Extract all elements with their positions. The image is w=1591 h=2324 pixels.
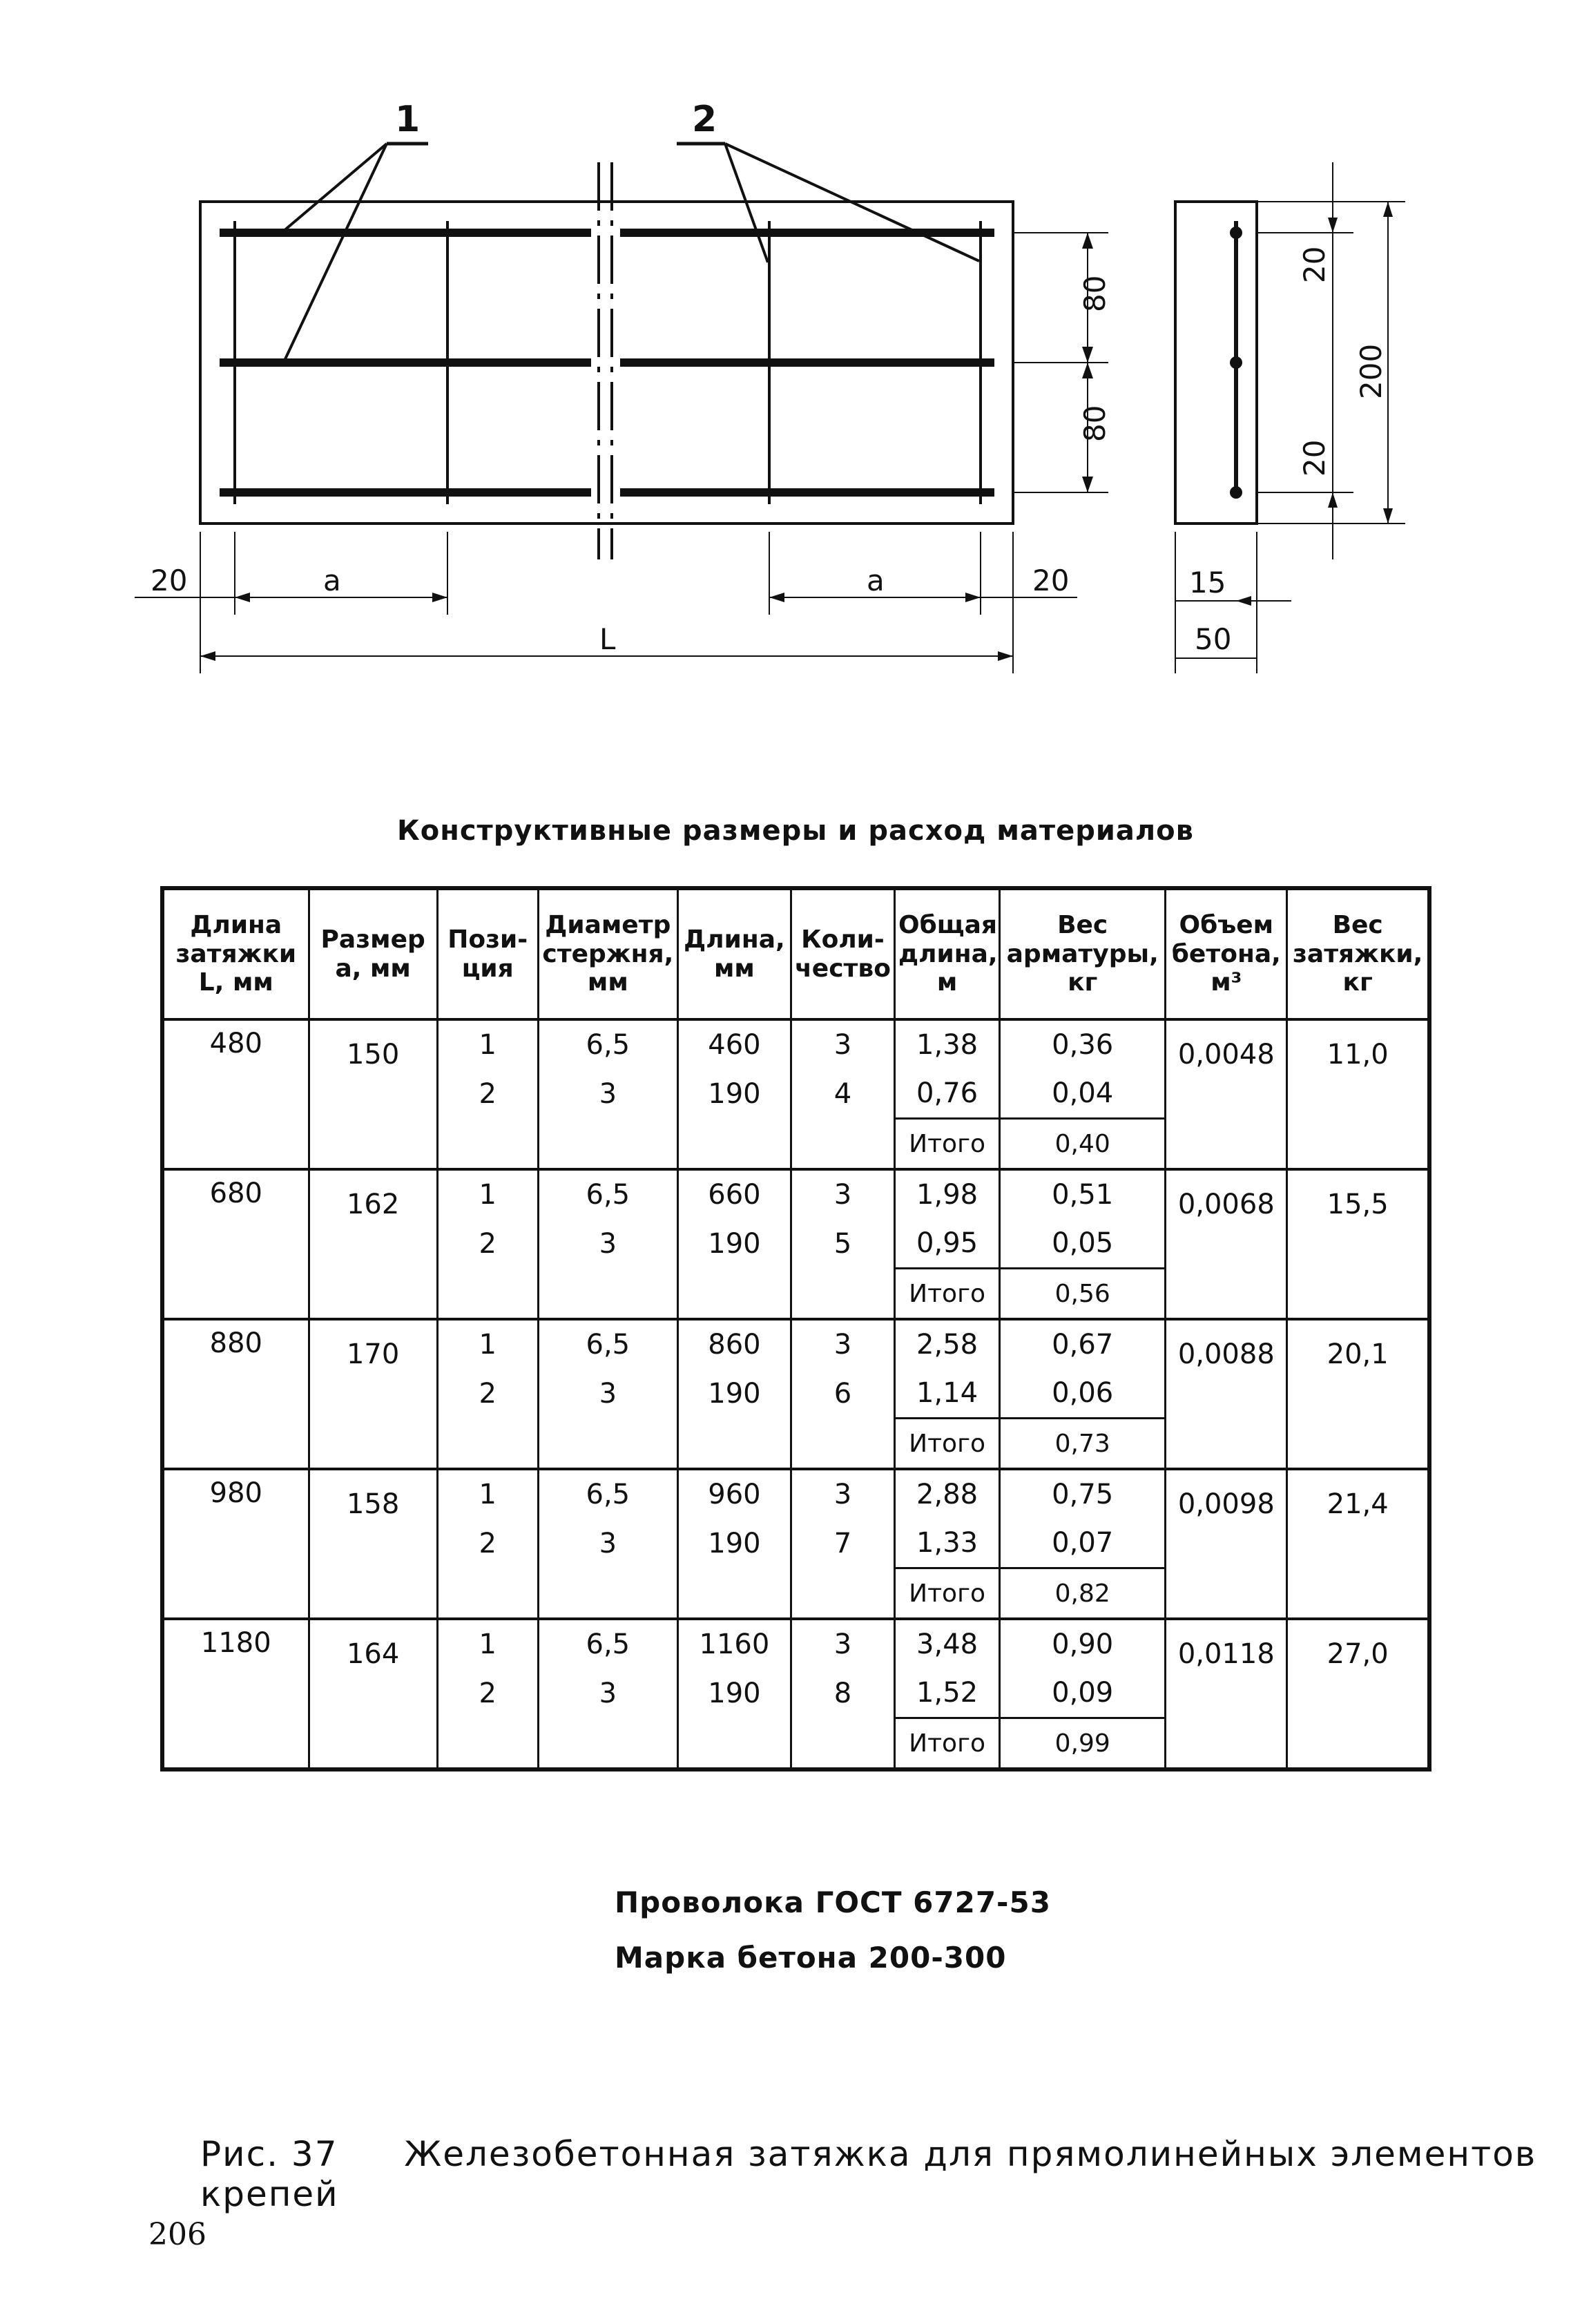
cell-dia: 6,5	[538, 1469, 677, 1519]
cell-qty: 3	[791, 1469, 894, 1519]
cell-total-rebar: 0,82	[1000, 1568, 1166, 1620]
cell-weight: 0,90	[1000, 1619, 1166, 1669]
cell-total-len: 1,38	[895, 1019, 1000, 1069]
spec-table	[160, 886, 1431, 1771]
cell-weight-total: 11,0	[1287, 1019, 1429, 1169]
itogo-label: Итого	[895, 1269, 1000, 1320]
col-header: Длина, мм	[677, 888, 791, 1019]
cell-pos: 2	[437, 1219, 538, 1269]
cell-qty: 8	[791, 1669, 894, 1718]
col-header: Пози-ция	[437, 888, 538, 1019]
cell-total-rebar: 0,73	[1000, 1419, 1166, 1470]
col-header: Диаметр стержня, мм	[538, 888, 677, 1019]
cell-weight: 0,05	[1000, 1219, 1166, 1269]
cell-total-len: 1,33	[895, 1519, 1000, 1568]
cell-length: 1180	[162, 1619, 309, 1769]
page-number: 206	[148, 2217, 206, 2252]
cell-pos: 1	[437, 1169, 538, 1219]
cell-weight-total: 20,1	[1287, 1319, 1429, 1469]
cell-len: 660	[677, 1169, 791, 1219]
cell-pos: 1	[437, 1319, 538, 1369]
cell-total-rebar: 0,99	[1000, 1718, 1166, 1770]
table-row	[162, 1169, 1429, 1219]
cell-volume: 0,0088	[1166, 1319, 1287, 1469]
dim-end-right: 20	[1032, 564, 1070, 597]
cell-total-len: 0,76	[895, 1069, 1000, 1119]
cell-qty: 3	[791, 1169, 894, 1219]
cell-total-len: 1,52	[895, 1669, 1000, 1718]
cell-len: 190	[677, 1669, 791, 1718]
itogo-label: Итого	[895, 1419, 1000, 1470]
cell-weight: 0,67	[1000, 1319, 1166, 1369]
cell-qty: 7	[791, 1519, 894, 1568]
cell-total-rebar: 0,56	[1000, 1269, 1166, 1320]
dim-a-left: a	[323, 564, 341, 597]
cell-pos: 1	[437, 1619, 538, 1669]
cell-dia: 3	[538, 1669, 677, 1718]
cell-qty: 3	[791, 1019, 894, 1069]
cell-volume: 0,0068	[1166, 1169, 1287, 1319]
cell-dia: 3	[538, 1069, 677, 1119]
caption-label: Рис. 37	[200, 2134, 338, 2174]
cell-pos: 2	[437, 1519, 538, 1568]
cell-dia: 6,5	[538, 1019, 677, 1069]
cell-weight-total: 15,5	[1287, 1169, 1429, 1319]
cell-len: 190	[677, 1069, 791, 1119]
dim-width: 50	[1195, 622, 1232, 656]
cell-length: 480	[162, 1019, 309, 1169]
cell-weight-total: 21,4	[1287, 1469, 1429, 1619]
cell-weight: 0,06	[1000, 1369, 1166, 1419]
itogo-label: Итого	[895, 1568, 1000, 1620]
dim-end-left: 20	[151, 564, 188, 597]
table-title: Конструктивные размеры и расход материалов	[397, 815, 1194, 847]
cell-len: 190	[677, 1219, 791, 1269]
cell-len: 460	[677, 1019, 791, 1069]
cell-weight: 0,04	[1000, 1069, 1166, 1119]
cell-total-len: 1,14	[895, 1369, 1000, 1419]
section-outline	[1175, 202, 1257, 524]
cell-pos: 1	[437, 1019, 538, 1069]
dim-span-top: 80	[1078, 275, 1112, 312]
cell-volume: 0,0048	[1166, 1019, 1287, 1169]
cell-size-a: 158	[309, 1469, 437, 1619]
cell-weight: 0,09	[1000, 1669, 1166, 1718]
col-header: Размер a, мм	[309, 888, 437, 1019]
table-row	[162, 1619, 1429, 1669]
caption-text: Железобетонная затяжка для прямолинейных элементов крепей	[200, 2134, 1537, 2214]
table-header-row	[162, 888, 1429, 1019]
cell-dia: 6,5	[538, 1619, 677, 1669]
cell-volume: 0,0098	[1166, 1469, 1287, 1619]
col-header: Вес затяжки, кг	[1287, 888, 1429, 1019]
cell-total-len: 0,95	[895, 1219, 1000, 1269]
col-header: Общая длина, м	[895, 888, 1000, 1019]
cell-weight: 0,51	[1000, 1169, 1166, 1219]
tie-drawing	[0, 0, 1591, 691]
cell-length: 680	[162, 1169, 309, 1319]
cell-size-a: 162	[309, 1169, 437, 1319]
cell-len: 1160	[677, 1619, 791, 1669]
dim-section-bottom: 20	[1298, 439, 1331, 477]
dim-length: L	[599, 622, 616, 656]
cell-dia: 3	[538, 1519, 677, 1568]
cell-len: 190	[677, 1369, 791, 1419]
figure-caption	[200, 2134, 1591, 2214]
note-wire: Проволока ГОСТ 6727-53	[615, 1885, 1051, 1919]
cell-dia: 3	[538, 1369, 677, 1419]
cell-dia: 3	[538, 1219, 677, 1269]
cell-qty: 4	[791, 1069, 894, 1119]
cell-total-len: 2,58	[895, 1319, 1000, 1369]
itogo-label: Итого	[895, 1119, 1000, 1170]
table-row	[162, 1469, 1429, 1519]
note-concrete: Марка бетона 200-300	[615, 1941, 1007, 1975]
dim-a-right: a	[867, 564, 885, 597]
cell-len: 860	[677, 1319, 791, 1369]
col-header: Объем бетона, м³	[1166, 888, 1287, 1019]
table-row	[162, 1019, 1429, 1069]
cell-dia: 6,5	[538, 1319, 677, 1369]
cell-pos: 2	[437, 1369, 538, 1419]
cell-qty: 5	[791, 1219, 894, 1269]
cell-len: 960	[677, 1469, 791, 1519]
itogo-label: Итого	[895, 1718, 1000, 1770]
col-header: Коли-чество	[791, 888, 894, 1019]
cell-pos: 1	[437, 1469, 538, 1519]
cell-len: 190	[677, 1519, 791, 1568]
cell-pos: 2	[437, 1669, 538, 1718]
cell-size-a: 150	[309, 1019, 437, 1169]
cell-total-rebar: 0,40	[1000, 1119, 1166, 1170]
dim-section-height: 200	[1354, 343, 1388, 399]
cell-qty: 3	[791, 1619, 894, 1669]
cell-total-len: 2,88	[895, 1469, 1000, 1519]
longitudinal-bars	[220, 233, 994, 492]
cell-weight: 0,07	[1000, 1519, 1166, 1568]
dim-section-top: 20	[1298, 246, 1331, 283]
cell-weight: 0,36	[1000, 1019, 1166, 1069]
dim-cover: 15	[1189, 566, 1226, 599]
callout-1: 1	[395, 99, 421, 140]
cell-qty: 3	[791, 1319, 894, 1369]
col-header: Длина затяжки L, мм	[162, 888, 309, 1019]
cell-total-len: 3,48	[895, 1619, 1000, 1669]
cell-length: 980	[162, 1469, 309, 1619]
dim-span-bottom: 80	[1078, 405, 1112, 442]
cell-weight: 0,75	[1000, 1469, 1166, 1519]
cell-dia: 6,5	[538, 1169, 677, 1219]
cell-size-a: 170	[309, 1319, 437, 1469]
table-row	[162, 1319, 1429, 1369]
cell-size-a: 164	[309, 1619, 437, 1769]
cell-pos: 2	[437, 1069, 538, 1119]
cell-qty: 6	[791, 1369, 894, 1419]
cell-length: 880	[162, 1319, 309, 1469]
col-header: Вес арматуры, кг	[1000, 888, 1166, 1019]
cell-volume: 0,0118	[1166, 1619, 1287, 1769]
cell-weight-total: 27,0	[1287, 1619, 1429, 1769]
cell-total-len: 1,98	[895, 1169, 1000, 1219]
callout-2: 2	[692, 99, 717, 140]
